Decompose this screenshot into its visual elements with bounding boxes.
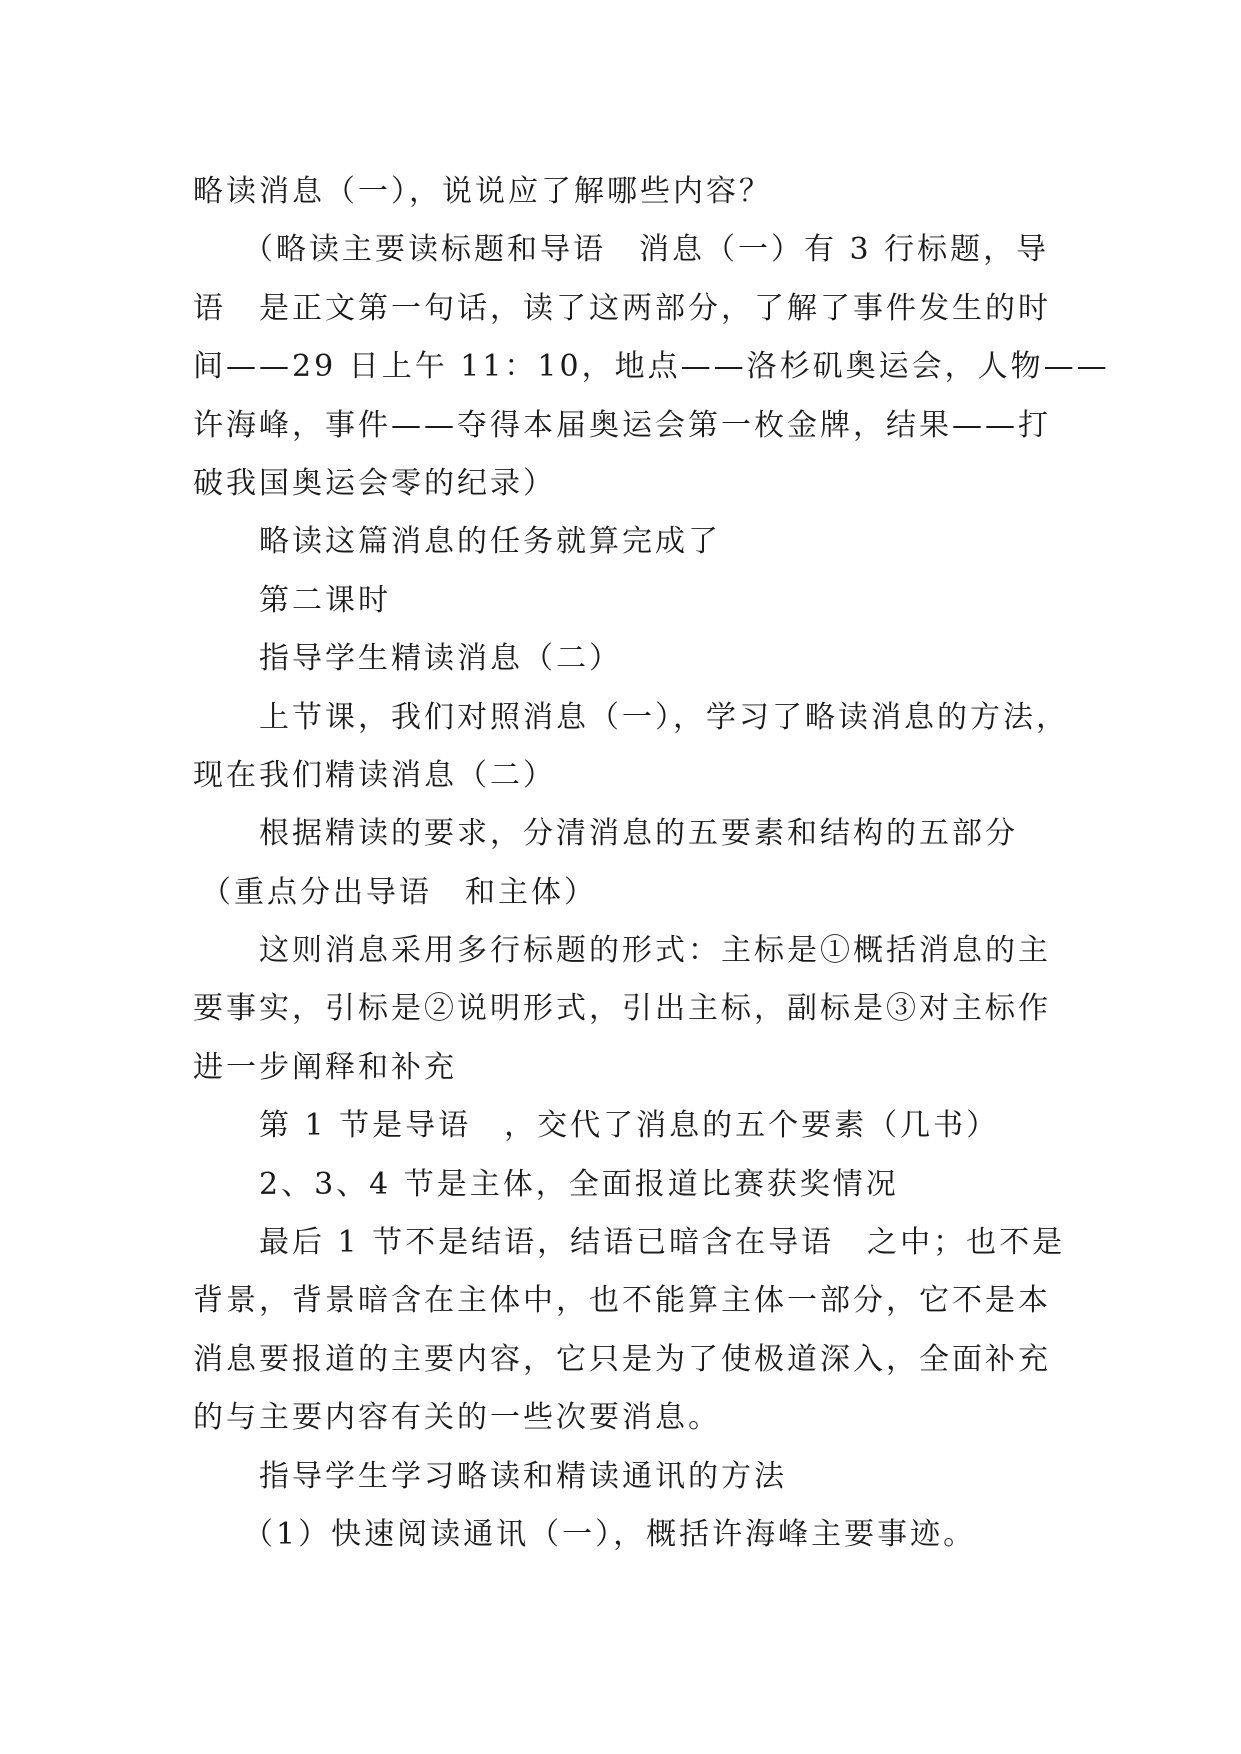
text-line: 指导学生学习略读和精读通讯的方法 (259, 1458, 787, 1494)
text-line: 这则消息采用多行标题的形式：主标是①概括消息的主 (259, 933, 1051, 969)
text-line: 破我国奥运会零的纪录） (193, 465, 556, 501)
text-line: 语 是正文第一句话，读了这两部分，了解了事件发生的时 (193, 290, 1051, 326)
text-line: 略读消息（一），说说应了解哪些内容？ (193, 174, 772, 209)
text-line: 间——29 日上午 11：10，地点——洛杉矶奥运会，人物—— (193, 349, 1110, 385)
text-line: 消息要报道的主要内容，它只是为了使极道深入，全面补充 (193, 1341, 1051, 1377)
text-line: 许海峰，事件——夺得本届奥运会第一枚金牌，结果——打 (193, 407, 1051, 443)
text-line: 根据精读的要求，分清消息的五要素和结构的五部分 (259, 816, 1018, 852)
text-line: 现在我们精读消息（二） (193, 757, 556, 793)
text-line: 的与主要内容有关的一些次要消息。 (193, 1400, 721, 1436)
text-line: 指导学生精读消息（二） (259, 641, 622, 677)
text-line: 第 1 节是导语 ，交代了消息的五个要素（几书） (259, 1108, 1000, 1144)
text-line: （1）快速阅读通讯（一），概括许海峰主要事迹。 (243, 1516, 977, 1552)
text-line: 最后 1 节不是结语，结语已暗含在导语 之中；也不是 (259, 1225, 1066, 1261)
text-line: （略读主要读标题和导语 消息（一）有 3 行标题，导 (243, 232, 1050, 268)
text-line: 略读这篇消息的任务就算完成了 (259, 524, 721, 560)
text-line: 进一步阐释和补充 (193, 1049, 457, 1085)
text-line: （重点分出导语 和主体） (201, 874, 597, 910)
text-line: 要事实，引标是②说明形式，引出主标，副标是③对主标作 (193, 991, 1051, 1027)
section-heading: 第二课时 (259, 582, 391, 618)
document-body (193, 163, 1110, 1564)
text-line: 背景，背景暗含在主体中，也不能算主体一部分，它不是本 (193, 1283, 1051, 1319)
text-line: 2、3、4 节是主体，全面报道比赛获奖情况 (259, 1166, 899, 1202)
text-line: 上节课，我们对照消息（一），学习了略读消息的方法， (259, 699, 1069, 735)
